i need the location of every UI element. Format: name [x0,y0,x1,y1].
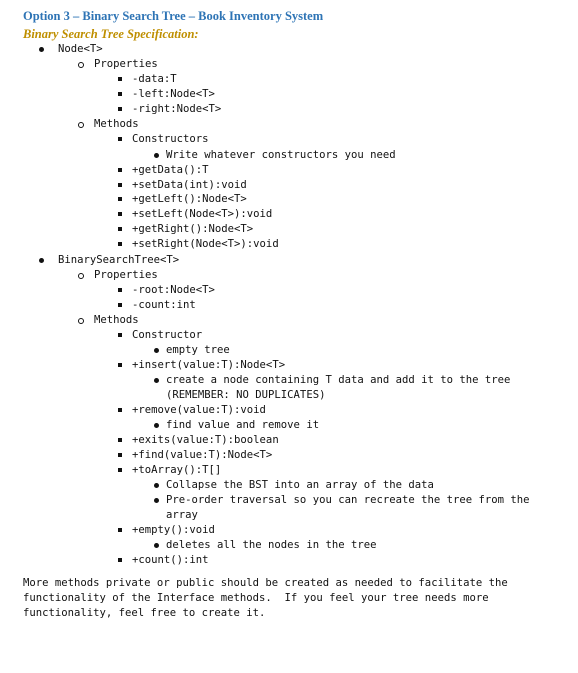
class-name-node: Node<T> [58,43,103,55]
bst-method-remove: +remove(value:T):void [132,404,266,416]
node-method: +getLeft():Node<T> [132,193,247,205]
node-properties-label: Properties [94,58,158,70]
toarray-note: Pre-order traversal so you can recreate the tree from the [166,494,530,506]
node-constructors-label: Constructors [132,133,209,145]
remove-note: find value and remove it [166,419,320,431]
bst-method-empty: +empty():void [132,524,215,536]
bst-constructor-label: Constructor [132,329,203,341]
bst-property: -root:Node<T> [132,284,215,296]
node-method: +setData(int):void [132,179,247,191]
class-name-bst: BinarySearchTree<T> [58,254,180,266]
bst-method-toarray: +toArray():T[] [132,464,222,476]
toarray-note-continued: array [166,509,198,521]
bst-method-find: +find(value:T):Node<T> [132,449,273,461]
node-method: +getRight():Node<T> [132,223,254,235]
node-property: -left:Node<T> [132,88,215,100]
footer-line: More methods private or public should be created as needed to facilitate the [23,577,508,589]
insert-note-continued: (REMEMBER: NO DUPLICATES) [166,389,326,401]
node-method: +setRight(Node<T>):void [132,238,279,250]
spec-heading: Binary Search Tree Specification: [23,27,199,41]
document-title: Option 3 – Binary Search Tree – Book Inventory System [23,9,324,23]
node-constructors-note: Write whatever constructors you need [166,149,396,161]
node-property: -right:Node<T> [132,103,222,115]
bst-method-exits: +exits(value:T):boolean [132,434,279,446]
bst-constructor-note: empty tree [166,344,230,356]
footer-line: functionality of the Interface methods. If you feel your tree needs more [23,592,489,604]
empty-note: deletes all the nodes in the tree [166,539,377,551]
footer-paragraph [23,576,563,621]
bst-method-count: +count():int [132,554,209,566]
footer-line: functionality, feel free to create it. [23,607,266,619]
bst-properties-label: Properties [94,269,158,281]
bst-property: -count:int [132,299,196,311]
bst-method-insert: +insert(value:T):Node<T> [132,359,286,371]
bst-methods-label: Methods [94,314,139,326]
node-method: +setLeft(Node<T>):void [132,208,273,220]
node-method: +getData():T [132,164,209,176]
toarray-note: Collapse the BST into an array of the data [166,479,434,491]
node-property: -data:T [132,73,177,85]
node-methods-label: Methods [94,118,139,130]
insert-note: create a node containing T data and add it to the tree [166,374,511,386]
